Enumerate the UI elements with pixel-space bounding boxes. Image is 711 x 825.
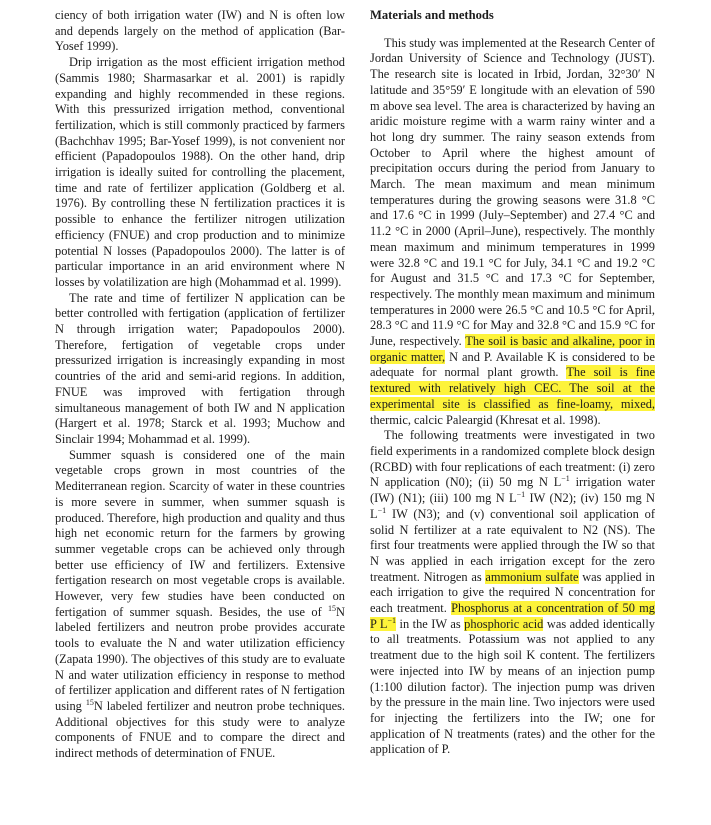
section-heading: Materials and methods xyxy=(370,8,494,22)
text-span: This study was implemented at the Research Center of Jordan University of Science and Technology (JUST). The research site is located in Irbid, Jordan, 32°30′ N latitude and 35°59′ E longitude with an elevation of 590 m above sea level. The area is characterized by having an aridic moisture regime with a warm rainy winter and a hot long dry summer. The rainy season extends from October to April where the highest amount of precipitation occurs during the period from January to March. The mean maximum and mean minimum temperatures during the growing seasons were 31.8 °C and 17.6 °C in 1999 (July–September) and 27.4 °C and 11.2 °C in 2000 (April–June), respectively. The monthly mean maximum and minimum temperatures in 1999 were 32.8 °C and 19.1 °C for July, 34.1 °C and 19.2 °C for August and 31.5 °C and 17.3 °C for September, respectively. The monthly mean maximum and minimum temperatures in 2000 were 26.5 °C and 10.5 °C for April, 28.3 °C and 11.9 °C for May and 32.8 °C and 15.9 °C for June, respectively. xyxy=(370,35,655,349)
text-span: N labeled fertilizers and neutron probe provides accurate tools to evaluate the N and water utilization efficiency (Zapata 1990). The objectives of this study are to evaluate N and water utilization efficiency in response to method of fertilizer application and different rates of N fertigation using xyxy=(55,604,345,713)
highlight-phosphoric-acid[interactable]: phosphoric acid xyxy=(464,616,544,631)
paragraph-drip-irrigation: Drip irrigation as the most efficient irrigation method (Sammis 1980; Sharmasarkar et al. 2001) is rapidly expanding and highly recommended in these regions. With this pressurized irrigation method, conventional fertilization, which is still commonly practiced by farmers (Bachchhav 1995; Bar-Yosef 1999), is not convenient nor efficient (Papadopoulos 1988). On the other hand, drip irrigation is ideally suited for controlling the placement, time and rate of fertilizer application (Goldberg et al. 1976). By controlling these N fertilization practices it is possible to enhance the fertilizer nitrogen utilization efficiency (FNUE) and crop production and to minimize potential N losses (Papadopoulos 2000). The latter is of particular importance in an arid environment where N losses by volatilization are high (Mohammad et al. 1999). xyxy=(55,55,345,289)
text-span: Phosphorus at a concentration of 50 mg P L xyxy=(370,601,655,631)
text-span: thermic, calcic Paleargid (Khresat et al. 1998). xyxy=(370,412,601,427)
text-span: N and P. Available K is considered to be adequate for normal plant growth. xyxy=(370,349,655,380)
text-span: irrigation water (IW) (N1); (iii) 100 mg N L xyxy=(370,475,655,506)
superscript: −1 xyxy=(377,505,387,515)
superscript: −1 xyxy=(516,489,526,499)
highlight-ammonium-sulfate[interactable]: ammonium sulfate xyxy=(485,569,579,584)
superscript: 15 xyxy=(85,697,94,707)
text-span: was applied in each irrigation to give the required N concentration for each treatment. xyxy=(370,569,656,616)
highlight-soil-basic[interactable]: The soil is basic and alkaline, poor in organic matter, xyxy=(370,334,655,364)
text-span: was added identically to all treatments. Potassium was not applied to any treatment due to the high soil K content. The fertilizers were injected into IW by means of an injection pump (1:100 dilution factor). The injection pump was driven by the pressure in the main line. Two injectors were used for injecting the fertilizers into the IW; one for application of N treatments (rates) and the other for the application of P. xyxy=(370,616,656,757)
paragraph-treatments xyxy=(370,428,655,758)
paragraph-summer-squash xyxy=(55,448,345,762)
text-span: Summer squash is considered one of the main vegetable crops grown in most countries of the Mediterranean region. Scarcity of water in these countries is more severe in summer, when summer squash is produced. Therefore, high production and quality and thus high net economic return for the farmers by growing summer vegetable crops can be achieved only through better use efficiency of IW and fertilizers. Extensive fertigation research on most vegetable crops is available. However, very few studies have been conducted on fertigation of summer squash. Besides, the use of xyxy=(55,447,345,619)
superscript: −1 xyxy=(561,474,570,484)
highlight-soil-texture[interactable]: The soil is fine textured with relatively high CEC. The soil at the experimental site is classified as fine-loamy, mixed, xyxy=(370,365,655,411)
right-column xyxy=(370,8,655,758)
superscript: 15 xyxy=(328,603,337,613)
text-span: IW (N3); and (v) conventional soil application of solid N fertilizer at a rate equivalent to N2 (NS). The first four treatments were applied through the IW so that N was applied in each irrigation except for the zero treatment. Nitrogen as xyxy=(370,506,655,584)
text-span: The following treatments were investigated in two field experiments in a randomized complete block design (RCBD) with four replications of each treatment: (i) zero N application (N0); (ii) 50 mg N L xyxy=(370,428,655,490)
paragraph-study-site xyxy=(370,36,655,429)
left-column xyxy=(55,8,345,762)
paragraph-fertigation: The rate and time of fertilizer N application can be better controlled with fertigation (application of fertilizer N through irrigation water; Papadopoulos 2000). Therefore, fertigation of vegetable crops under pressurized irrigation is increasingly expanding in most countries of the arid and semi-arid regions. In addition, FNUE was improved with fertigation through simultaneous management of both IW and N application (Hargert et al. 1978; Starck et al. 1993; Muchow and Sinclair 1994; Mohammad et al. 1999). xyxy=(55,290,345,446)
superscript: −1 xyxy=(387,615,397,625)
text-span: N labeled fertilizer and neutron probe techniques. Additional objectives for this study were to analyze components of FNUE and to compare the direct and indirect methods of determination of FNUE. xyxy=(55,698,345,761)
paragraph-continued: ciency of both irrigation water (IW) and N is often low and depends largely on the method of application (Bar-Yosef 1999). xyxy=(55,8,345,54)
text-span: in the IW as xyxy=(396,616,465,631)
text-span: IW (N2); (iv) 150 mg N L xyxy=(370,491,655,521)
